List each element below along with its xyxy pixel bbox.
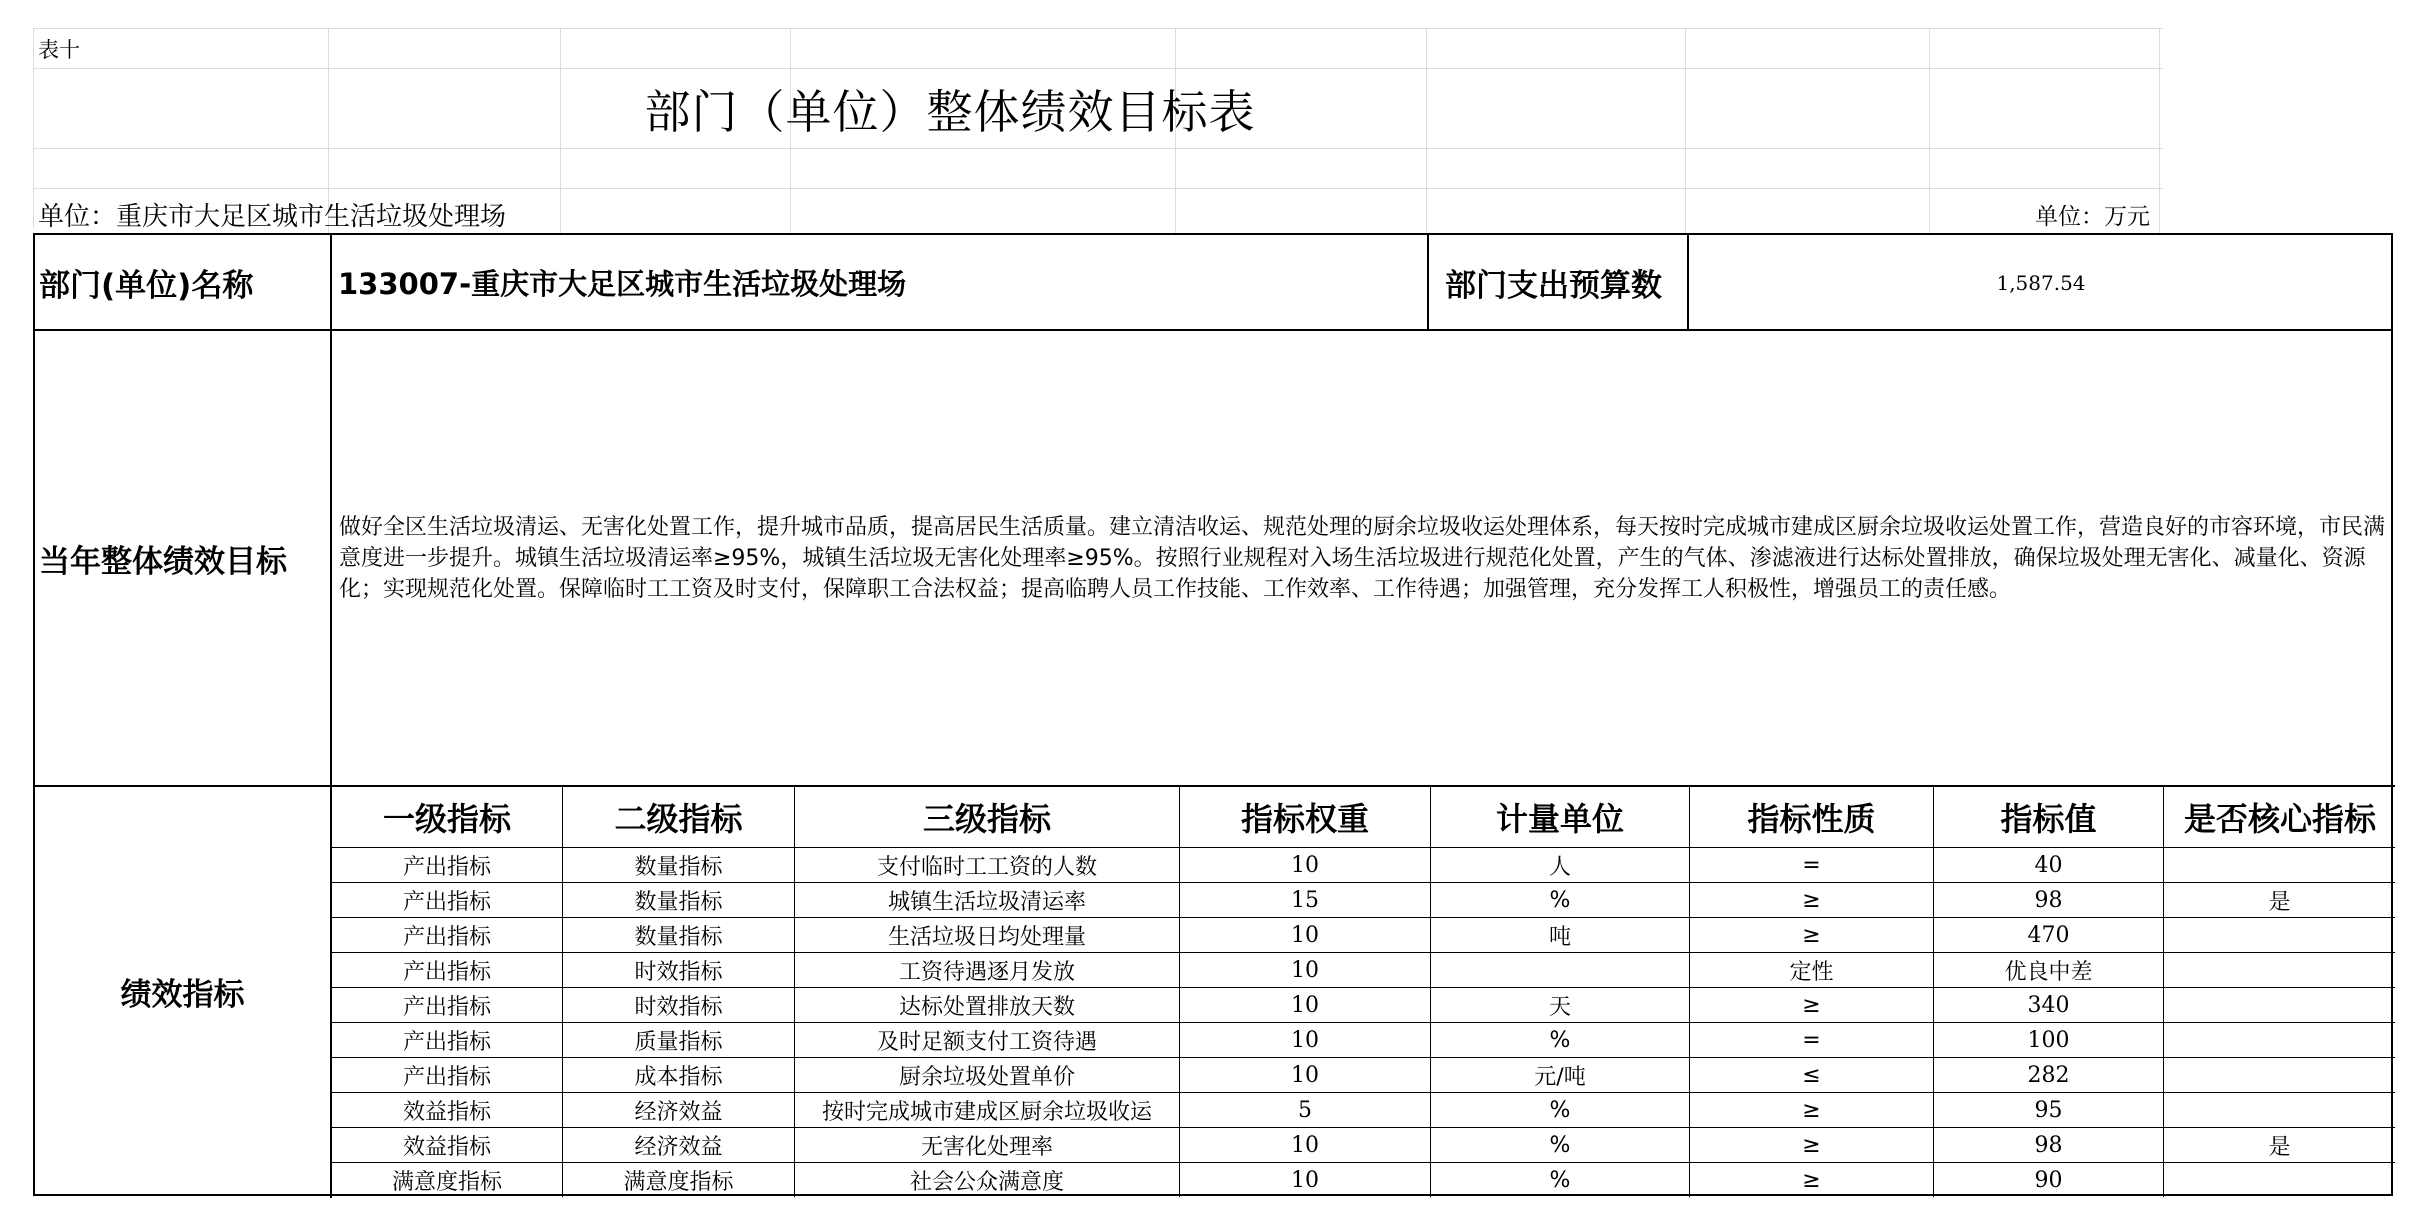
- indicator-level3-cell: 无害化处理率: [794, 1127, 1179, 1162]
- indicator-unit-cell: %: [1430, 1127, 1689, 1162]
- grid-line: [2159, 28, 2160, 233]
- indicator-level2-cell: 时效指标: [562, 987, 794, 1022]
- budget-value: 1,587.54: [1687, 235, 2393, 330]
- indicator-core-cell: [2163, 1162, 2395, 1197]
- indicator-unit-cell: 吨: [1430, 917, 1689, 952]
- indicator-level1-cell: 产出指标: [332, 917, 562, 952]
- indicator-weight-cell: 10: [1179, 1127, 1430, 1162]
- indicator-core-cell: [2163, 1092, 2395, 1127]
- indicator-value-cell: 98: [1933, 882, 2163, 917]
- indicator-nature-cell: ≥: [1689, 882, 1933, 917]
- indicator-level2-cell: 经济效益: [562, 1092, 794, 1127]
- indicator-nature-cell: 定性: [1689, 952, 1933, 987]
- grid-line: [33, 28, 2163, 29]
- indicators-label: 绩效指标: [35, 785, 330, 1196]
- grid-line: [33, 188, 2163, 189]
- goal-text: 做好全区生活垃圾清运、无害化处置工作，提升城市品质，提高居民生活质量。建立清洁收运、规范处理的厨余垃圾收运处理体系，每天按时完成城市建成区厨余垃圾收运处置工作，营造良好的市容环境，市民满意度进一步提升。城镇生活垃圾清运率≥95%，城镇生活垃圾无害化处理率≥95%。按照行业规程对入场生活垃圾进行规范化处置，产生的气体、渗滤液进行达标处置排放，确保垃圾处理无害化、减量化、资源化；实现规范化处置。保障临时工工资及时支付，保障职工合法权益；提高临聘人员工作技能、工作效率、工作待遇；加强管理，充分发挥工人积极性，增强员工的责任感。: [330, 329, 2393, 786]
- header-weight: 指标权重: [1179, 787, 1430, 847]
- indicator-core-cell: 是: [2163, 1127, 2395, 1162]
- indicator-nature-cell: =: [1689, 847, 1933, 882]
- budget-label: 部门支出预算数: [1427, 235, 1689, 330]
- indicator-core-cell: [2163, 987, 2395, 1022]
- indicator-nature-cell: ≥: [1689, 987, 1933, 1022]
- indicator-level1-cell: 产出指标: [332, 1057, 562, 1092]
- indicator-value-cell: 340: [1933, 987, 2163, 1022]
- indicator-weight-cell: 10: [1179, 917, 1430, 952]
- indicator-unit-cell: 人: [1430, 847, 1689, 882]
- indicator-level2-cell: 经济效益: [562, 1127, 794, 1162]
- indicator-level1-cell: 产出指标: [332, 847, 562, 882]
- indicator-value-cell: 40: [1933, 847, 2163, 882]
- indicator-nature-cell: ≥: [1689, 917, 1933, 952]
- grid-line: [33, 68, 2163, 69]
- indicator-weight-cell: 10: [1179, 1022, 1430, 1057]
- indicator-unit-cell: %: [1430, 1162, 1689, 1197]
- indicator-value-cell: 95: [1933, 1092, 2163, 1127]
- indicator-level1-cell: 满意度指标: [332, 1162, 562, 1197]
- indicator-unit-cell: %: [1430, 1092, 1689, 1127]
- header-level1: 一级指标: [382, 800, 511, 838]
- indicator-level3-cell: 按时完成城市建成区厨余垃圾收运: [794, 1092, 1179, 1127]
- indicator-level2-cell: 成本指标: [562, 1057, 794, 1092]
- page-title: 部门（单位）整体绩效目标表: [644, 85, 1256, 139]
- indicator-level3-cell: 社会公众满意度: [794, 1162, 1179, 1197]
- performance-table: [33, 233, 2393, 1196]
- indicator-level1-cell: 产出指标: [332, 987, 562, 1022]
- grid-line: [33, 148, 2163, 149]
- indicator-core-cell: [2163, 917, 2395, 952]
- indicator-weight-cell: 10: [1179, 1162, 1430, 1197]
- indicator-level3-cell: 支付临时工工资的人数: [794, 847, 1179, 882]
- dept-name-label: 部门(单位)名称: [39, 268, 254, 304]
- indicator-weight-cell: 5: [1179, 1092, 1430, 1127]
- table-label: 表十: [38, 38, 80, 62]
- goal-label: 当年整体绩效目标: [35, 329, 330, 786]
- indicator-weight-cell: 15: [1179, 882, 1430, 917]
- unit-organization: 单位：重庆市大足区城市生活垃圾处理场: [38, 202, 507, 232]
- indicator-unit-cell: %: [1430, 882, 1689, 917]
- indicator-nature-cell: ≥: [1689, 1162, 1933, 1197]
- grid-line: [1929, 28, 1930, 233]
- indicator-level1-cell: 效益指标: [332, 1092, 562, 1127]
- indicator-level3-cell: 生活垃圾日均处理量: [794, 917, 1179, 952]
- indicator-level3-cell: 城镇生活垃圾清运率: [794, 882, 1179, 917]
- indicator-level3-cell: 达标处置排放天数: [794, 987, 1179, 1022]
- indicator-level1-cell: 产出指标: [332, 1022, 562, 1057]
- header-level3: 三级指标: [794, 787, 1179, 847]
- indicator-core-cell: [2163, 1022, 2395, 1057]
- header-unit: 计量单位: [1430, 787, 1689, 847]
- indicator-nature-cell: ≥: [1689, 1092, 1933, 1127]
- indicator-nature-cell: ≥: [1689, 1127, 1933, 1162]
- indicator-value-cell: 优良中差: [1933, 952, 2163, 987]
- indicator-level1-cell: 产出指标: [332, 952, 562, 987]
- indicator-value-cell: 282: [1933, 1057, 2163, 1092]
- indicator-nature-cell: =: [1689, 1022, 1933, 1057]
- indicator-weight-cell: 10: [1179, 987, 1430, 1022]
- dept-name-value: 133007-重庆市大足区城市生活垃圾处理场: [330, 235, 1462, 330]
- indicator-core-cell: [2163, 952, 2395, 987]
- indicator-level1-cell: 产出指标: [332, 882, 562, 917]
- indicator-level2-cell: 数量指标: [562, 917, 794, 952]
- indicator-level3-cell: 工资待遇逐月发放: [794, 952, 1179, 987]
- indicator-value-cell: 470: [1933, 917, 2163, 952]
- indicator-unit-cell: [1430, 952, 1689, 987]
- indicator-weight-cell: 10: [1179, 952, 1430, 987]
- indicator-level2-cell: 数量指标: [562, 847, 794, 882]
- indicator-unit-cell: 天: [1430, 987, 1689, 1022]
- indicator-weight-cell: 10: [1179, 1057, 1430, 1092]
- indicator-level3-cell: 厨余垃圾处置单价: [794, 1057, 1179, 1092]
- indicator-value-cell: 90: [1933, 1162, 2163, 1197]
- header-nature: 指标性质: [1689, 787, 1933, 847]
- indicator-level2-cell: 满意度指标: [562, 1162, 794, 1197]
- indicator-value-cell: 100: [1933, 1022, 2163, 1057]
- indicator-grid: [330, 785, 2395, 1198]
- unit-currency: 单位：万元: [2035, 204, 2150, 230]
- indicator-core-cell: [2163, 847, 2395, 882]
- header-level2: 二级指标: [562, 787, 794, 847]
- indicator-weight-cell: 10: [1179, 847, 1430, 882]
- indicator-level3-cell: 及时足额支付工资待遇: [794, 1022, 1179, 1057]
- indicator-level2-cell: 质量指标: [562, 1022, 794, 1057]
- indicator-level2-cell: 时效指标: [562, 952, 794, 987]
- indicator-level2-cell: 数量指标: [562, 882, 794, 917]
- indicator-value-cell: 98: [1933, 1127, 2163, 1162]
- indicator-nature-cell: ≤: [1689, 1057, 1933, 1092]
- header-value: 指标值: [1933, 787, 2163, 847]
- header-core: 是否核心指标: [2163, 787, 2396, 847]
- indicator-core-cell: [2163, 1057, 2395, 1092]
- indicator-unit-cell: %: [1430, 1022, 1689, 1057]
- indicator-core-cell: 是: [2163, 882, 2395, 917]
- indicator-level1-cell: 效益指标: [332, 1127, 562, 1162]
- indicator-unit-cell: 元/吨: [1430, 1057, 1689, 1092]
